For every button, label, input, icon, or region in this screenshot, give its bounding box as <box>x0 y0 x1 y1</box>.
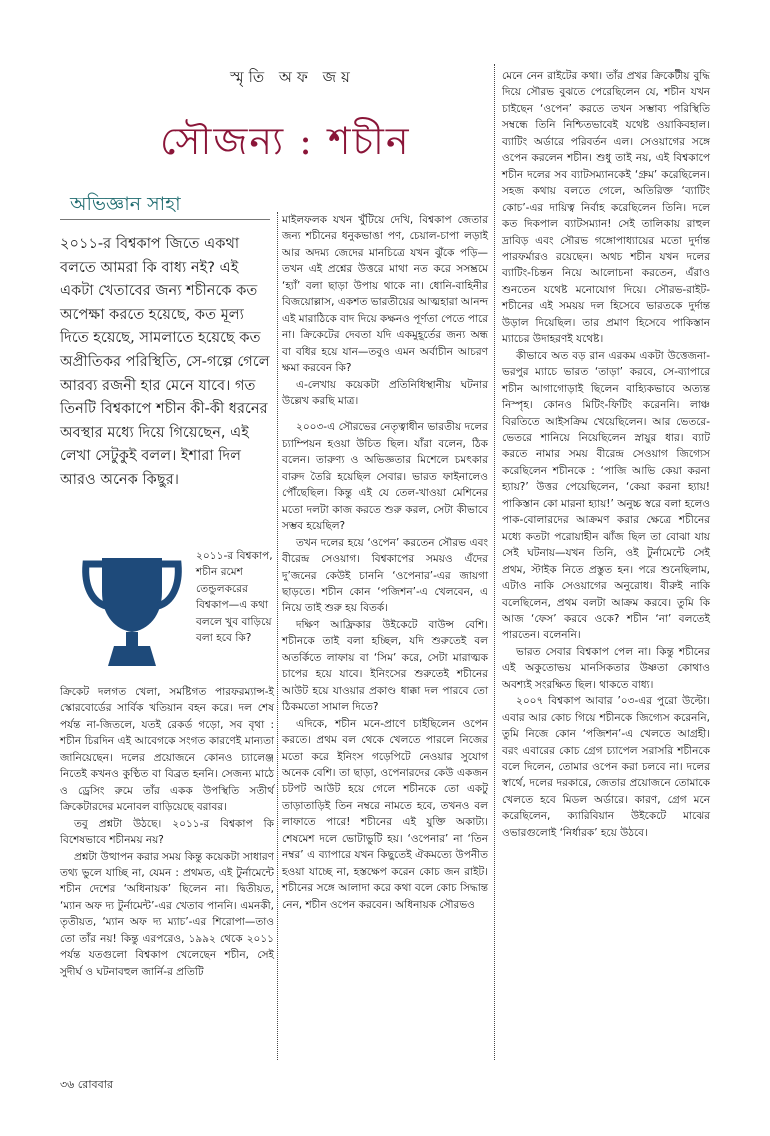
section-kicker: স্মৃতি অফ জয় <box>230 68 355 86</box>
author-name: অভিজ্ঞান সাহা <box>70 193 181 215</box>
body-column-3 <box>502 68 710 841</box>
intro-paragraph: ২০১১-র বিশ্বকাপ জিতে একথা বলতে আমরা কি বাধ্য নই? এই একটা খেতাবের জন্য শচীনকে কত অপেক্ষা করতে হয়েছে, কত মূল্য দিতে হয়েছে, সামলাতে হয়েছে কত অপ্রীতিকর পরিস্থিতি, সে-গল্পে গেলে আরব্য রজনী হার মেনে যাবে। গত তিনটি বিশ্বকাপে শচীন কী-কী ধরনের অবস্থার মধ্যে দিয়ে গিয়েছেন, এই লেখা সেটুকুই বলল। ইশারা দিল আরও অনেক কিছুর। <box>60 235 270 488</box>
paragraph: মাইলফলক যখন খুঁটিয়ে দেখি, বিশ্বকাপ জেতার জন্য শচীনের ধনুকভাঙা পণ, চেয়াল-চাপা লড়াই আর অদম্য জেদের মানচিত্রে যখন ঝুঁকে পড়ি—তখন এই প্রশ্নের উত্তরে মাথা নত করে সসম্ভ্রমে ‘হ্যাঁ’ বলা ছাড়া উপায় থাকে না। ধোনি-বাহিনীর বিজয়োল্লাস, একশত ভারতীয়ের আত্মহারা আনন্দ এই মারাঠিকে বাদ দিয়ে কক্ষনও পূর্ণতা পেতে পারে না। ক্রিকেটের দেবতা যদি একমুহূর্তের জন্য অন্ধ বা বধির হয়ে যান—তবুও এমন অর্বাচীন আচরণ ক্ষমা করবেন কি? <box>282 214 488 375</box>
body-column-2 <box>282 212 488 913</box>
photo-caption: ২০১১-র বিশ্বকাপ, শচীন রমেশ তেন্ডুলকরের বিশ্বকাপ—এ কথা বললে খুব বাড়িয়ে বলা হবে কি? <box>196 550 273 645</box>
paragraph: ভারত সেবার বিশ্বকাপ পেল না। কিন্তু শচীনের এই অকুতোভয় মানসিকতার উষ্ণতা কোথাও অবশ্যই সংরক্ষিত ছিল। থাকতে বাধ্য। <box>502 645 710 691</box>
trophy-icon <box>76 552 188 670</box>
paragraph: মেনে নেন রাইটের কথা। তাঁর প্রখর ক্রিকেটীয় বুদ্ধি দিয়ে সৌরভ বুঝতে পেরেছিলেন যে, শচীন যখন চাইছেন ‘ওপেন’ করতে তখন সম্ভাব্য পরিস্থিতি সম্বন্ধে তিনি নিশ্চিতভাবেই যথেষ্ট ওয়াকিবহাল। ব্যাটিং অর্ডারে পরিবর্তন এল। সেওয়াগের সঙ্গে ওপেন করলেন শচীন। শুধু তাই নয়, এই বিশ্বকাপে শচীন দলের সব ব্যাটসম্যানকেই ‘গ্রুম’ করেছিলেন। সহজ কথায় বলতে গেলে, অতিরিক্ত ‘ব্যাটিং কোচ’-এর দায়িত্ব নির্বাহ করেছিলেন তিনি। দলে কত দিকপাল ব্যাটসম্যান! সেই তালিকায় রাহুল দ্রাবিড় এবং সৌরভ গঙ্গোপাধ্যায়ের মতো দুর্দান্ত পারফর্মারও রয়েছেন। অথচ শচীন যখন দলের ব্যাটিং-চিন্তন নিয়ে আলোচনা করতেন, এঁরাও শুনতেন যথেষ্ট মনোযোগ দিয়ে। সৌরভ-রাইট-শচীনের এই সময়য় দল হিসেবে ভারতকে দুর্দান্ত উড়াল দিয়েছিল। তার প্রমাণ হিসেবে পাকিস্তান ম্যাচের উদাহরণই যথেষ্ট। <box>502 70 710 346</box>
paragraph: কীভাবে অত বড় রান এরকম একটা উত্তেজনা-ভরপুর ম্যাচে ভারত ‘তাড়া’ করবে, সে-ব্যাপারে শচীন আগাগোড়াই ছিলেন বাহ্যিকভাবে অত্যন্ত নিস্পৃহ। কোনও মিটিং-ফিটিং করেননি। লাঞ্চ বিরতিতে আইসক্রিম খেয়েছিলেন। আর ভেতরে-ভেতরে শানিয়ে নিয়েছিলেন স্নায়ুর ধার। ব্যাট করতে নামার সময় বীরেন্দ্র সেওয়াগ জিগ্যেস করেছিলেন শচীনকে : ‘পাজি আভি কেয়া করনা হ্যায়?’ উত্তর পেয়েছিলেন, ‘কেয়া করনা হ্যায়! পাকিস্তান কো মারনা হ্যায়!’ অনুচ্চ স্বরে বলা হলেও পাক-বোলারদের আক্রমণ করার ক্ষেত্রে শচীনের মধ্যে কতটা পরোয়াহীন ঝাঁজ ছিল তা বোঝা যায় সেই ঘটনায়—যখন তিনি, ওই টুর্নামেন্টে সেই প্রথম, স্টাইক নিতে প্রস্তুত হন। পরে শুনেছিলাম, এটাও নাকি সেওয়াগের অনুরোধ। বীরুই নাকি বলেছিলেন, প্রথম বলটা আক্রম করবে। তুমি কি আজ ‘ফেস’ করবে ওকে? শচীন ‘না’ বলতেই পারতেন। বলেননি। <box>502 349 710 642</box>
column-divider <box>494 64 495 1060</box>
paragraph: ২০০৭ বিশ্বকাপ আবার ’০৩-এর পুরো উল্টো। এবার আর কোচ গিয়ে শচীনকে জিগ্যেস করেননি, তুমি নিজে কোন ‘পজিশন’-এ খেলতে আগ্রহী। বরং এবারের কোচ গ্রেগ চ্যাপেল সরাসরি শচীনকে বলে দিলেন, তোমার ওপেন করা চলবে না। দলের স্বার্থে, দলের দরকারে, জেতার প্রয়োজনে তোমাকে খেলতে হবে মিডল অর্ডারে। কারণ, গ্রেগ মনে করেছিলেন, ক্যারিবিয়ান উইকেটে মাঝের ওভারগুলোই ‘নির্ধারক’ হয়ে উঠবে। <box>502 695 710 839</box>
page-footer: ৩৬ রোববার <box>60 1078 113 1091</box>
paragraph: প্রশ্নটা উত্থাপন করার সময় কিন্তু কয়েকটা সাধারণ তথ্য ভুলে যাচ্ছি না, যেমন : প্রথমত, এই টুর্নামেন্টে শচীন দেশের ‘অধিনায়ক’ ছিলেন না। দ্বিতীয়ত, ‘ম্যান অফ দ্য টুর্নামেন্ট’-এর খেতাব পাননি। এমনকী, তৃতীয়ত, ‘ম্যান অফ দ্য ম্যাচ’-এর শিরোপা—তাও তো তাঁর নয়! কিন্তু এরপরেও, ১৯৯২ থেকে ২০১১ পর্যন্ত যতগুলো বিশ্বকাপ খেলেছেন শচীন, সেই সুদীর্ঘ ও ঘটনাবহুল জার্নি-র প্রতিটি <box>60 850 274 978</box>
paragraph: তবু প্রশ্নটা উঠছে। ২০১১-র বিশ্বকাপ কি বিশেষভাবে শচীনময় নয়? <box>60 817 274 847</box>
column-divider <box>277 212 278 1060</box>
paragraph: ক্রিকেট দলগত খেলা, সমষ্টিগত পারফরম্যান্স-ই স্কোরবোর্ডের সার্বিক খতিয়ান বহন করে। দল শেষ পর্যন্ত না-জিতলে, যতই রেকর্ড গড়ো, সব বৃথা : শচীন চিরদিন এই আবেগকে সংগত কারণেই মান্যতা জানিয়েছেন। দলের প্রয়োজনে কোনও চ্যালেঞ্জ নিতেই কখনও কুণ্ঠিত বা বিব্রত হননি। সেজন্য মাঠে ও ড্রেসিং রুমে তাঁর একক উপস্থিতি সতীর্থ ক্রিকেটারদের মনোবল বাড়িয়েছে বরাবর। <box>60 686 274 814</box>
paragraph: এদিকে, শচীন মনে-প্রাণে চাইছিলেন ওপেন করতে। প্রথম বল থেকে খেলতে পারলে নিজের মতো করে ইনিংস গড়েপিটে নেওয়ার সুযোগ অনেক বেশি। তা ছাড়া, ওপেনারদের কেউ একজন চটপট আউট হয়ে গেলে শচীনকে তো একটু তাড়াতাড়িই তিন নম্বরে নামতে হবে, তখনও বল লাফাতে পারে! শচীনের এই যুক্তি অকাট্য। শেষমেশ দলে ভোটাভুটি হয়। ‘ওপেনার’ না ‘তিন নম্বর’ এ ব্যাপারে যখন কিছুতেই ঐকমত্যে উপনীত হওয়া যাচ্ছে না, হস্তক্ষেপ করেন কোচ জন রাইট। শচীনের সঙ্গে আলাদা করে কথা বলে কোচ সিদ্ধান্ত নেন, শচীন ওপেন করবেন। অধিনায়ক সৌরভও <box>282 717 488 911</box>
paragraph: এ-লেখায় কয়েকটা প্রতিনিধিস্থানীয় ঘটনার উল্লেখ করছি মাত্র। <box>282 378 488 407</box>
body-column-1 <box>60 684 274 980</box>
article-title: সৌজন্য : শচীন <box>160 119 411 163</box>
paragraph: দক্ষিণ আফ্রিকার উইকেটে বাউন্স বেশি। শচীনকে তাই বলা হচ্ছিল, যদি শুরুতেই বল অতর্কিতে লাফায় বা ‘সিম’ করে, সেটা মারাত্মক চাপের হয়ে যাবে। ইনিংসের শুরুতেই শচীনের আউট হয়ে যাওয়ার প্রকাণ্ড ধাক্কা দল পারবে তো ঠিকমতো সামাল দিতে? <box>282 618 488 714</box>
paragraph: ২০০৩-এ সৌরভের নেতৃত্বাধীন ভারতীয় দলের চ্যাম্পিয়ন হওয়া উচিত ছিল। যাঁরা বলেন, ঠিক বলেন। তারুণ্য ও অভিজ্ঞতার মিশেলে চমৎকার বারুদ তৈরি হয়েছিল সেবার। ভারত ফাইনালেও পৌঁছেছিল। কিন্তু এই যে তেল-খাওয়া মেশিনের মতো দলটা কাজ করতে শুরু করল, সেটা কীভাবে সম্ভব হয়েছিল? <box>282 421 488 533</box>
paragraph: তখন দলের হয়ে ‘ওপেন’ করতেন সৌরভ এবং বীরেন্দ্র সেওয়াগ। বিশ্বকাপের সময়ও এঁদের দু’জনের কেউই চাননি ‘ওপেনার’-এর জায়গা ছাড়তে। শচীন কোন ‘পজিশন’-এ খেলবেন, এ নিয়ে তাই শুরু হয় বিতর্ক। <box>282 536 488 615</box>
author-divider <box>60 219 270 220</box>
